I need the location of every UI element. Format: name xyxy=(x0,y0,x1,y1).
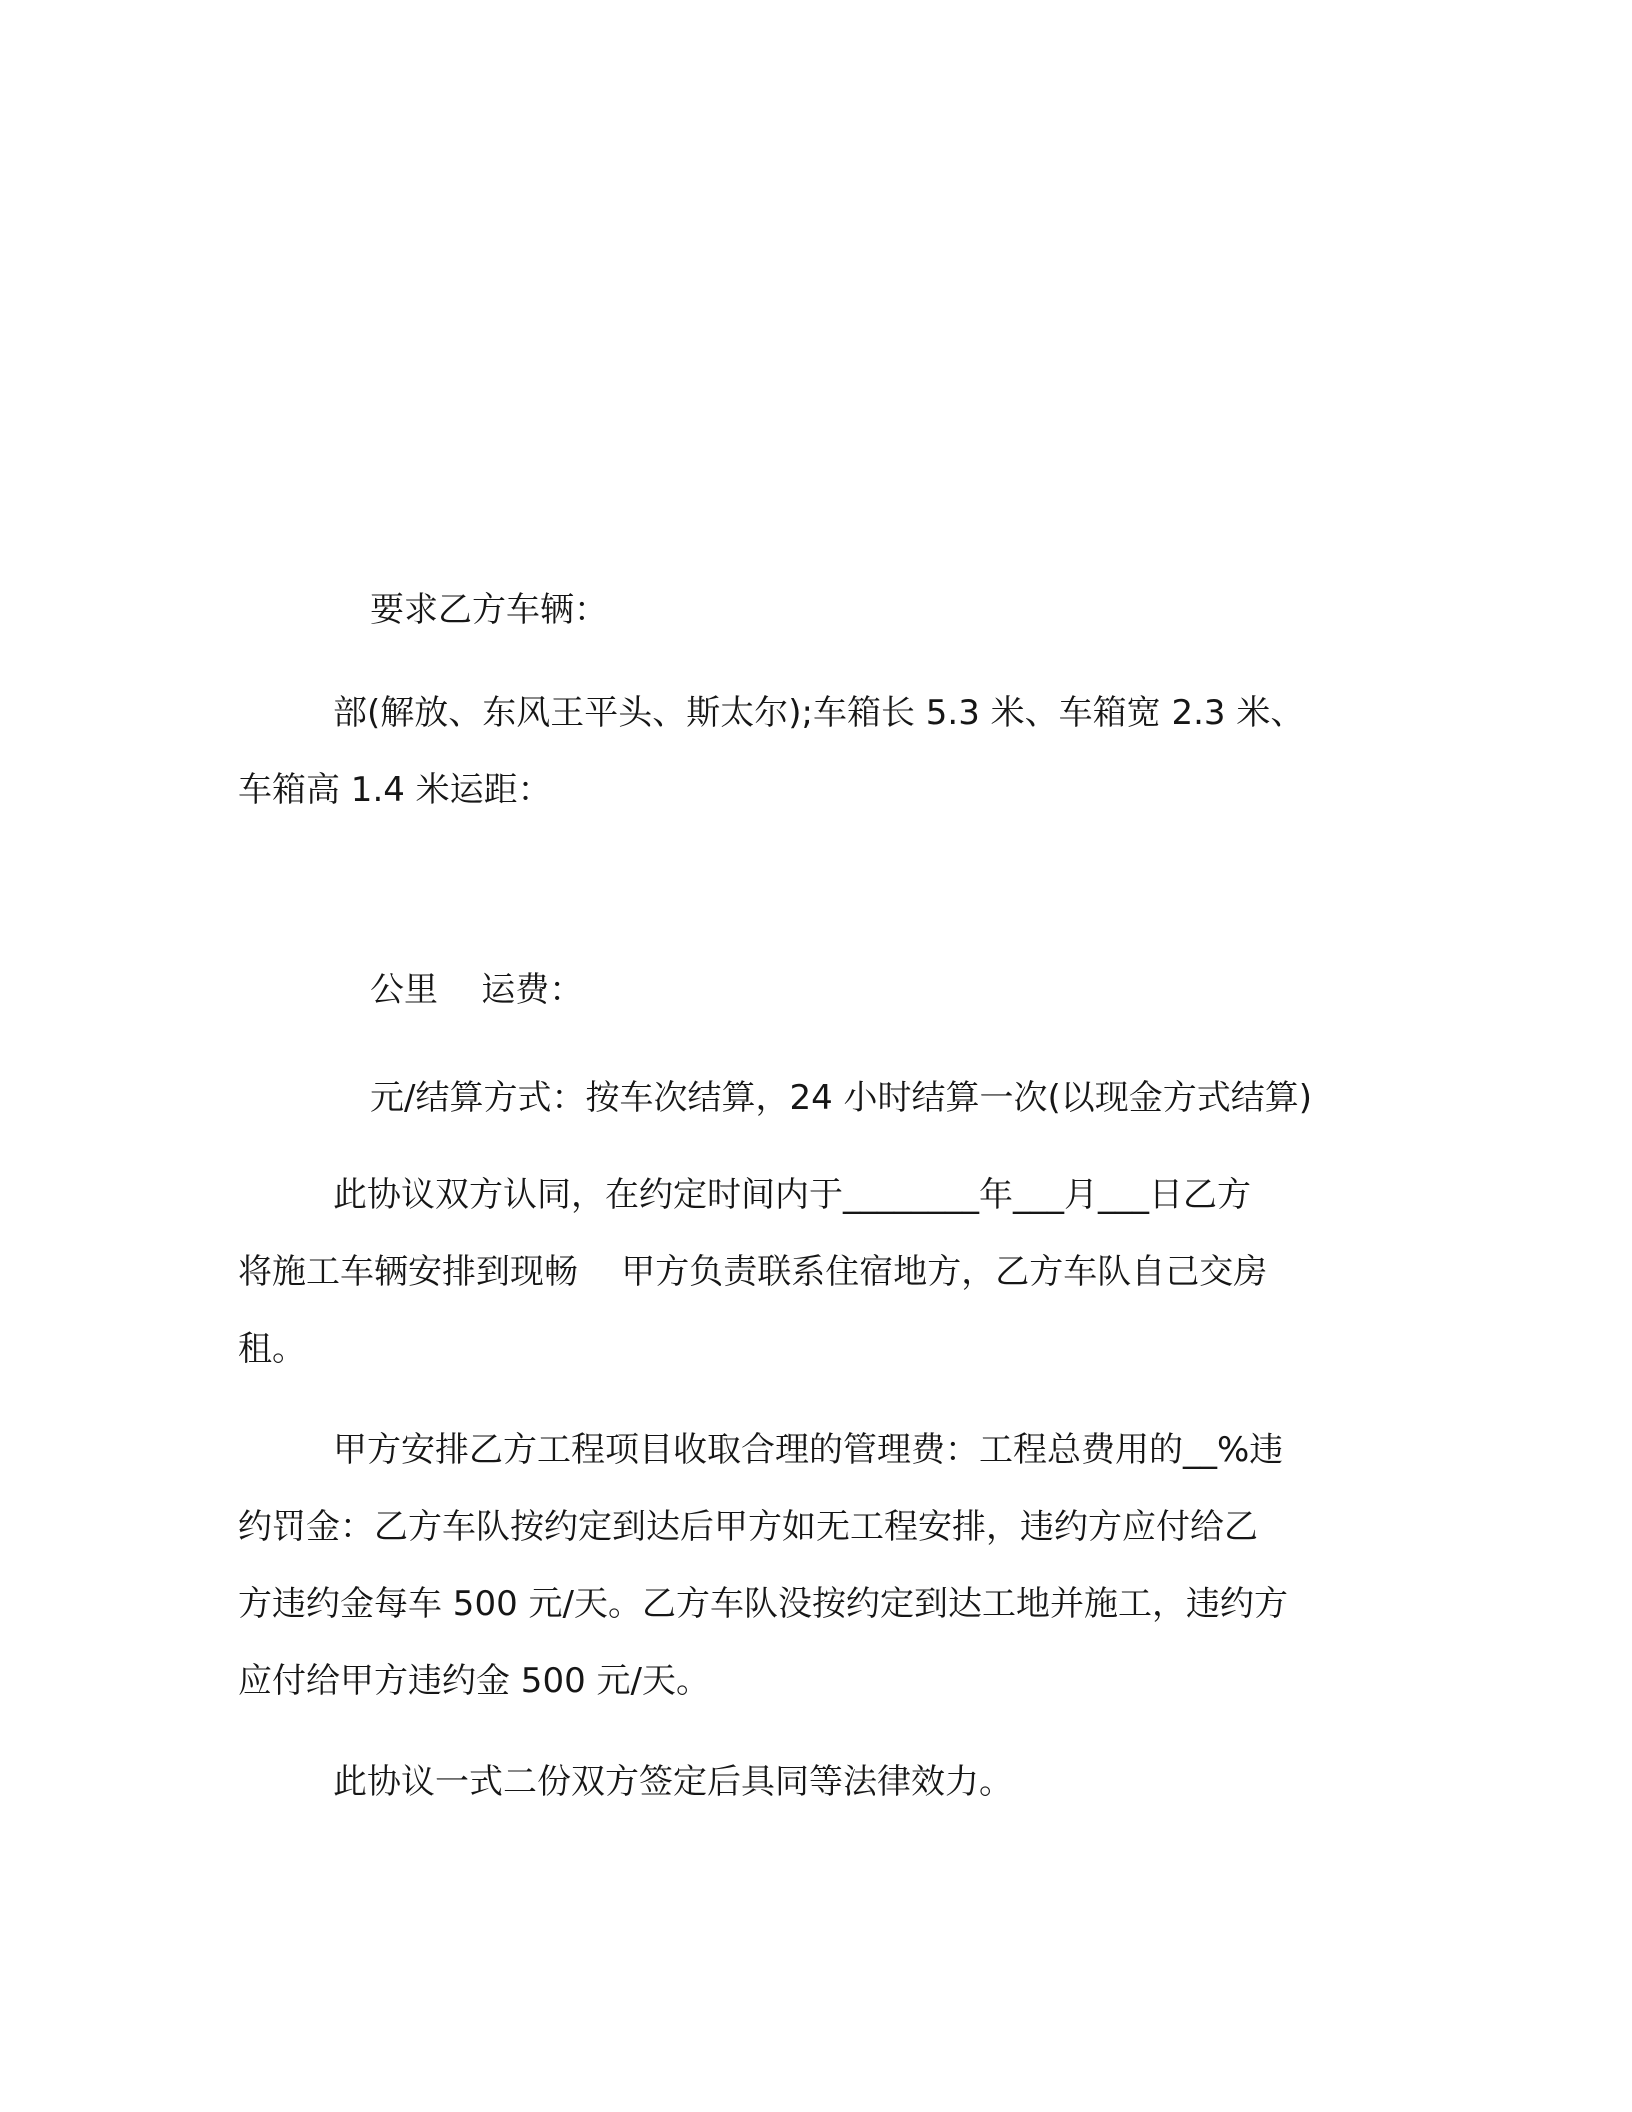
management-fee-line-4: 应付给甲方违约金 500 元/天。 xyxy=(238,1661,710,1701)
management-fee-line-3: 方违约金每车 500 元/天。乙方车队没按约定到达工地并施工，违约方 xyxy=(238,1584,1288,1624)
management-fee-line-2: 约罚金：乙方车队按约定到达后甲方如无工程安排，违约方应付给乙 xyxy=(238,1507,1258,1547)
legal-effect-line: 此协议一式二份双方签定后具同等法律效力。 xyxy=(333,1762,1013,1802)
agreement-time-line-3: 租。 xyxy=(238,1329,306,1369)
management-fee-line-1: 甲方安排乙方工程项目收取合理的管理费：工程总费用的__%违 xyxy=(333,1430,1284,1470)
settlement-line: 元/结算方式：按车次结算，24 小时结算一次(以现金方式结算) xyxy=(370,1078,1313,1118)
vehicle-spec-line-2: 车箱高 1.4 米运距： xyxy=(238,770,552,810)
freight-line: 公里 运费： xyxy=(370,970,584,1010)
agreement-time-line-1: 此协议双方认同，在约定时间内于________年___月___日乙方 xyxy=(333,1175,1251,1215)
vehicle-requirement-heading: 要求乙方车辆： xyxy=(370,590,608,630)
agreement-time-line-2: 将施工车辆安排到现畅 甲方负责联系住宿地方，乙方车队自己交房 xyxy=(238,1252,1268,1292)
vehicle-spec-line-1: 部(解放、东风王平头、斯太尔);车箱长 5.3 米、车箱宽 2.3 米、 xyxy=(333,693,1305,733)
